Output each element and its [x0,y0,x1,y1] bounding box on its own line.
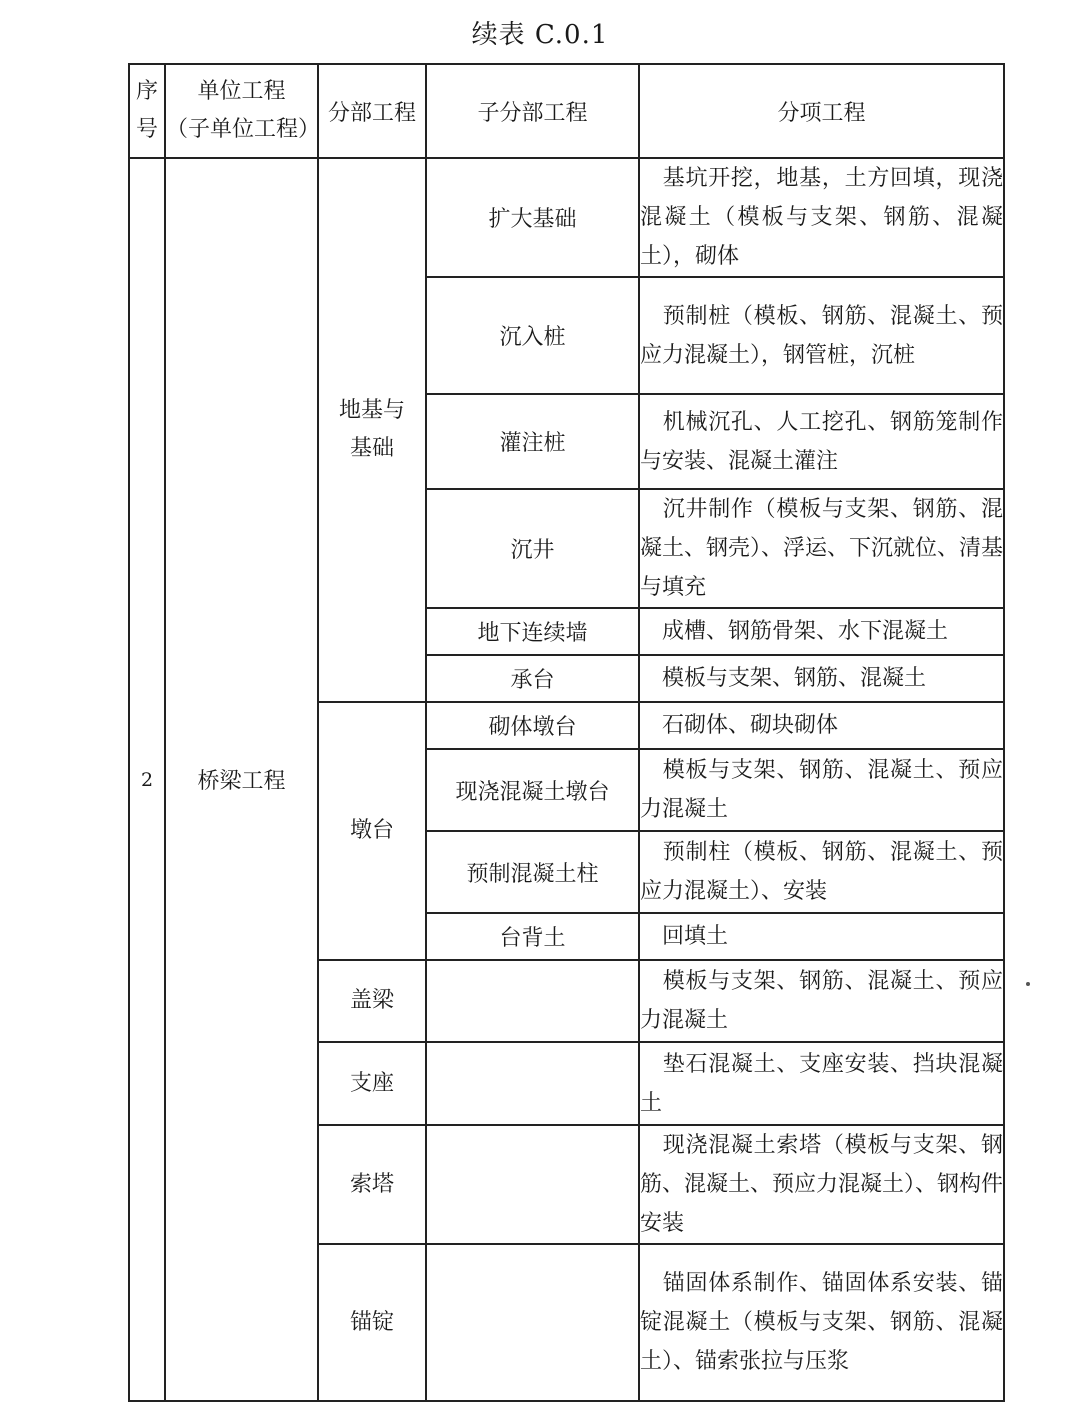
item-cell [639,960,1004,1042]
item-cell [639,608,1004,655]
division-cell [318,158,426,702]
subdivision-cell [426,1042,639,1125]
item-cell [639,655,1004,702]
seq-cell: 2 [129,158,165,1401]
header-seq-line1: 序 [135,79,158,104]
header-unit-project [165,64,321,158]
division-name-line: 支座 [349,1070,394,1096]
item-text: 回填土 [662,924,729,949]
division-name-line: 墩台 [349,818,394,843]
subdivision-cell: 承台 [426,655,639,702]
acceptance-division-table [128,63,1005,1402]
item-text: 机械沉孔、人工挖孔、钢筋笼制作与安装、混凝土灌注 [640,409,1003,474]
division-name-line: 锚锭 [349,1309,394,1335]
unit-project-cell: 桥梁工程 [165,158,318,1401]
division-name-line: 基础 [349,436,394,461]
table-title: 续表 C.0.1 [471,20,609,50]
item-cell [639,831,1004,913]
scan-speck [1026,982,1030,986]
item-cell [639,702,1004,749]
division-cell [318,1125,426,1244]
subdivision-cell: 现浇混凝土墩台 [426,749,639,831]
item-text: 石砌体、砌块砌体 [662,713,839,738]
subdivision-cell: 灌注桩 [426,394,639,489]
subdivision-cell: 台背土 [426,913,639,960]
item-text: 成槽、钢筋骨架、水下混凝土 [662,619,949,644]
item-text: 现浇混凝土索塔（模板与支架、钢筋、混凝土、预应力混凝土）、钢构件安装 [640,1133,1004,1236]
item-text: 模板与支架、钢筋、混凝土、预应力混凝土 [640,758,1003,822]
header-seq [129,64,165,158]
item-cell [639,1125,1004,1244]
division-name-line: 盖梁 [349,988,394,1013]
subdivision-cell [426,960,639,1042]
table-row [129,158,1004,277]
header-division: 分部工程 [318,64,426,158]
header-seq-line2: 号 [135,117,158,142]
subdivision-cell: 扩大基础 [426,158,639,277]
subdivision-cell [426,1244,639,1401]
item-text: 锚固体系制作、锚固体系安装、锚锭混凝土（模板与支架、钢筋、混凝土）、锚索张拉与压浆 [640,1271,1003,1374]
item-cell [639,749,1004,831]
item-cell [639,277,1004,394]
division-name-line: 地基与 [338,398,405,423]
item-cell [639,394,1004,489]
subdivision-cell: 沉井 [426,489,639,608]
header-unit-line2: （子单位工程） [166,117,321,142]
subdivision-cell: 预制混凝土柱 [426,831,639,913]
item-text: 模板与支架、钢筋、混凝土、预应力混凝土 [640,969,1003,1033]
item-cell [639,489,1004,608]
header-subdivision: 子分部工程 [426,64,639,158]
item-text: 沉井制作（模板与支架、钢筋、混凝土、钢壳）、浮运、下沉就位、清基与填充 [640,497,1004,600]
item-cell [639,1042,1004,1125]
subdivision-cell [426,1125,639,1244]
item-text: 垫石混凝土、支座安装、挡块混凝土 [640,1051,1003,1116]
subdivision-cell: 沉入桩 [426,277,639,394]
division-cell [318,960,426,1042]
subdivision-cell: 砌体墩台 [426,702,639,749]
item-cell [639,158,1004,277]
division-cell [318,1042,426,1125]
header-unit-line1: 单位工程 [197,79,286,104]
subdivision-cell: 地下连续墙 [426,608,639,655]
item-text: 预制桩（模板、钢筋、混凝土、预应力混凝土），钢管桩，沉桩 [640,303,1003,368]
item-text: 预制柱（模板、钢筋、混凝土、预应力混凝土）、安装 [640,840,1003,904]
item-cell [639,913,1004,960]
header-item: 分项工程 [639,64,1004,158]
item-cell [639,1244,1004,1401]
item-text: 模板与支架、钢筋、混凝土 [662,666,927,691]
division-cell [318,702,426,960]
division-cell [318,1244,426,1401]
item-text: 基坑开挖，地基，土方回填，现浇混凝土（模板与支架、钢筋、混凝土），砌体 [640,166,1003,269]
division-name-line: 索塔 [349,1171,394,1197]
